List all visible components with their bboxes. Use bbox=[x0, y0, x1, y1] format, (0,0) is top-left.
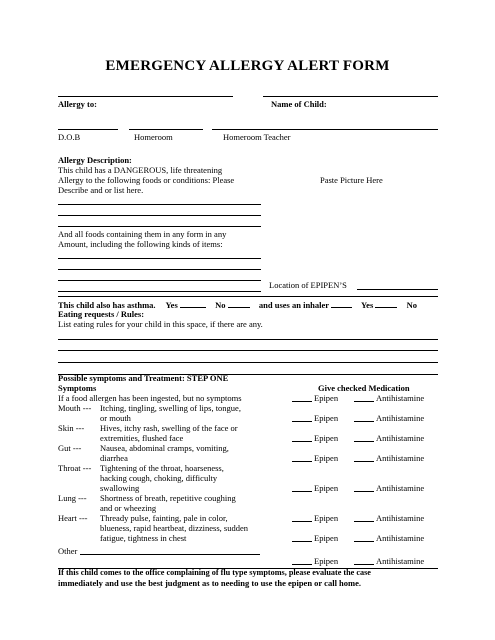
epipen-checkbox-blank[interactable] bbox=[292, 441, 312, 442]
treatment-heading: Possible symptoms and Treatment: STEP ONE bbox=[58, 373, 229, 383]
footer-line-1: If this child comes to the office complaining of flu type symptoms, please evaluate the case bbox=[58, 568, 371, 577]
symptom-text: If a food allergen has been ingested, but no symptoms bbox=[58, 393, 242, 403]
antihistamine-label: Antihistamine bbox=[376, 483, 425, 493]
eating-write-line[interactable] bbox=[58, 362, 438, 363]
symptom-text: hacking cough, choking, difficulty bbox=[100, 473, 218, 483]
antihistamine-checkbox-blank[interactable] bbox=[354, 441, 374, 442]
symptom-text: or mouth bbox=[100, 413, 131, 423]
symptoms-header: Symptoms bbox=[58, 383, 97, 393]
foods-line-2: Amount, including the following kinds of items: bbox=[58, 239, 223, 249]
antihistamine-checkbox-blank[interactable] bbox=[354, 541, 374, 542]
allergy-to-line[interactable] bbox=[58, 96, 233, 97]
symptom-text: Shortness of breath, repetitive coughing bbox=[100, 493, 236, 503]
dob-label: D.O.B bbox=[58, 132, 81, 142]
inhaler-yes-blank[interactable] bbox=[375, 299, 397, 308]
symptom-text: Tightening of the throat, hoarseness, bbox=[100, 463, 224, 473]
asthma-no-label: No bbox=[215, 300, 226, 310]
antihistamine-checkbox-blank[interactable] bbox=[354, 461, 374, 462]
section-divider bbox=[58, 296, 438, 297]
antihistamine-checkbox-blank[interactable] bbox=[354, 491, 374, 492]
eating-write-line[interactable] bbox=[58, 339, 438, 340]
foods-write-line[interactable] bbox=[58, 280, 261, 281]
antihistamine-checkbox-blank[interactable] bbox=[354, 401, 374, 402]
foods-line-1: And all foods containing them in any form in any bbox=[58, 229, 227, 239]
symptom-text: Hives, itchy rash, swelling of the face or bbox=[100, 423, 238, 433]
dob-line[interactable] bbox=[58, 129, 118, 130]
symptom-text: Itching, tingling, swelling of lips, tongue, bbox=[100, 403, 241, 413]
antihistamine-label: Antihistamine bbox=[376, 413, 425, 423]
symptom-text: Nausea, abdominal cramps, vomiting, bbox=[100, 443, 229, 453]
symptom-text: extremities, flushed face bbox=[100, 433, 184, 443]
child-name-line[interactable] bbox=[263, 96, 438, 97]
eating-heading: Eating requests / Rules: bbox=[58, 309, 145, 319]
homeroom-line[interactable] bbox=[129, 129, 203, 130]
epipen-label: Epipen bbox=[314, 433, 339, 443]
symptom-label: Skin --- bbox=[58, 423, 85, 433]
antihistamine-label: Antihistamine bbox=[376, 393, 425, 403]
homeroom-teacher-label: Homeroom Teacher bbox=[223, 132, 291, 142]
epipen-location-line[interactable] bbox=[357, 289, 438, 290]
antihistamine-label: Antihistamine bbox=[376, 556, 425, 566]
epipen-label: Epipen bbox=[314, 513, 339, 523]
symptom-text: and or wheezing bbox=[100, 503, 157, 513]
child-name-label: Name of Child: bbox=[271, 99, 327, 109]
epipen-label: Epipen bbox=[314, 533, 339, 543]
asthma-yes-blank[interactable] bbox=[180, 299, 206, 308]
epipen-location-label: Location of EPIPEN’S bbox=[269, 280, 347, 290]
description-heading: Allergy Description: bbox=[58, 155, 132, 165]
epipen-checkbox-blank[interactable] bbox=[292, 461, 312, 462]
symptom-text: diarrhea bbox=[100, 453, 128, 463]
symptom-label: Lung --- bbox=[58, 493, 87, 503]
description-line-3: Describe and or list here. bbox=[58, 185, 144, 195]
inhaler-label: and uses an inhaler bbox=[258, 300, 329, 310]
symptom-label: Gut --- bbox=[58, 443, 82, 453]
epipen-label: Epipen bbox=[314, 393, 339, 403]
asthma-no-blank[interactable] bbox=[228, 299, 250, 308]
allergy-write-line[interactable] bbox=[58, 215, 261, 216]
antihistamine-checkbox-blank[interactable] bbox=[354, 421, 374, 422]
epipen-label: Epipen bbox=[314, 413, 339, 423]
inhaler-blank[interactable] bbox=[331, 299, 352, 308]
symptom-label: Throat --- bbox=[58, 463, 92, 473]
description-line-2: Allergy to the following foods or conditions: Please bbox=[58, 175, 235, 185]
epipen-label: Epipen bbox=[314, 556, 339, 566]
inhaler-no-label: No bbox=[406, 300, 418, 310]
symptom-label: Mouth --- bbox=[58, 403, 92, 413]
eating-write-line[interactable] bbox=[58, 350, 438, 351]
epipen-checkbox-blank[interactable] bbox=[292, 491, 312, 492]
allergy-to-label: Allergy to: bbox=[58, 99, 97, 109]
inhaler-yes-label: Yes bbox=[360, 300, 374, 310]
description-line-1: This child has a DANGEROUS, life threatening bbox=[58, 165, 223, 175]
medication-header: Give checked Medication bbox=[318, 383, 410, 393]
asthma-yes-label: Yes bbox=[165, 300, 178, 310]
paste-picture-label: Paste Picture Here bbox=[320, 175, 383, 185]
epipen-checkbox-blank[interactable] bbox=[292, 401, 312, 402]
symptom-text: swallowing bbox=[100, 483, 140, 493]
allergy-write-line[interactable] bbox=[58, 226, 261, 227]
epipen-checkbox-blank[interactable] bbox=[292, 521, 312, 522]
symptom-label: Heart --- bbox=[58, 513, 88, 523]
antihistamine-label: Antihistamine bbox=[376, 453, 425, 463]
antihistamine-label: Antihistamine bbox=[376, 513, 425, 523]
epipen-label: Epipen bbox=[314, 483, 339, 493]
footer-line-2: immediately and use the best judgment as to needing to use the epipen or call home. bbox=[58, 578, 362, 588]
foods-write-line[interactable] bbox=[58, 258, 261, 259]
antihistamine-label: Antihistamine bbox=[376, 533, 425, 543]
antihistamine-checkbox-blank[interactable] bbox=[354, 521, 374, 522]
epipen-checkbox-blank[interactable] bbox=[292, 421, 312, 422]
symptom-label: Other bbox=[58, 546, 78, 556]
epipen-checkbox-blank[interactable] bbox=[292, 564, 312, 565]
symptom-text: fatigue, tightness in chest bbox=[100, 533, 187, 543]
symptom-text: Thready pulse, fainting, pale in color, bbox=[100, 513, 228, 523]
foods-write-line[interactable] bbox=[58, 291, 261, 292]
other-write-line[interactable] bbox=[80, 554, 260, 555]
eating-text: List eating rules for your child in this space, if there are any. bbox=[58, 319, 263, 329]
symptom-text: blueness, rapid heartbeat, dizziness, sudden bbox=[100, 523, 248, 533]
antihistamine-checkbox-blank[interactable] bbox=[354, 564, 374, 565]
homeroom-label: Homeroom bbox=[134, 132, 173, 142]
epipen-checkbox-blank[interactable] bbox=[292, 541, 312, 542]
antihistamine-label: Antihistamine bbox=[376, 433, 425, 443]
foods-write-line[interactable] bbox=[58, 269, 261, 270]
teacher-line[interactable] bbox=[212, 129, 438, 130]
epipen-label: Epipen bbox=[314, 453, 339, 463]
asthma-label: This child also has asthma. bbox=[58, 300, 156, 310]
form-title: EMERGENCY ALLERGY ALERT FORM bbox=[105, 58, 390, 74]
allergy-write-line[interactable] bbox=[58, 204, 261, 205]
